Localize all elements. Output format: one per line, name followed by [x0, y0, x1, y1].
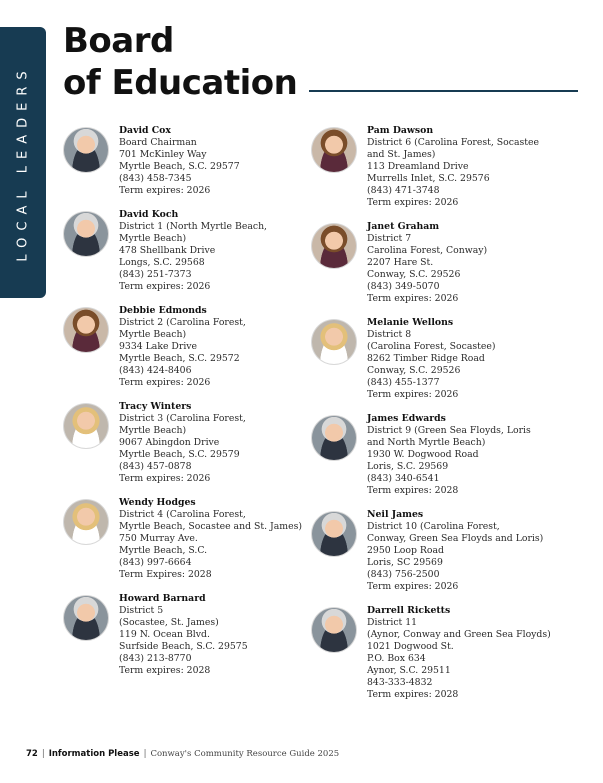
member-photo — [312, 320, 356, 364]
member-name: David Koch — [119, 209, 179, 220]
member-line: Conway, S.C. 29526 — [367, 365, 461, 376]
member-photo — [64, 404, 108, 448]
member-line: 843-333-4832 — [367, 677, 433, 688]
member-entry — [312, 221, 580, 317]
member-info — [119, 401, 246, 485]
member-line: 1021 Dogwood St. — [367, 641, 454, 652]
member-line: Term expires: 2026 — [367, 581, 459, 592]
member-photo — [64, 500, 108, 544]
member-entry — [64, 305, 304, 401]
member-line: District 5 — [119, 605, 164, 616]
member-photo — [64, 212, 108, 256]
title-line-1: Board — [63, 21, 174, 61]
member-line: and North Myrtle Beach) — [367, 437, 486, 448]
member-line: (Carolina Forest, Socastee) — [367, 341, 496, 352]
member-line: Longs, S.C. 29568 — [119, 257, 205, 268]
member-photo — [64, 128, 108, 172]
member-entry — [64, 125, 304, 209]
member-line: District 3 (Carolina Forest, — [119, 413, 246, 424]
member-entry — [312, 317, 580, 413]
member-entry — [312, 605, 580, 701]
member-line: (843) 471-3748 — [367, 185, 440, 196]
member-entry — [64, 401, 304, 497]
member-line: (843) 213-8770 — [119, 653, 192, 664]
member-line: (843) 340-6541 — [367, 473, 440, 484]
member-name: Howard Barnard — [119, 593, 206, 604]
member-line: 478 Shellbank Drive — [119, 245, 216, 256]
member-line: Carolina Forest, Conway) — [367, 245, 488, 256]
member-line: 1930 W. Dogwood Road — [367, 449, 479, 460]
member-line: Term expires: 2026 — [367, 197, 459, 208]
member-line: District 11 — [367, 617, 418, 628]
member-photo — [64, 596, 108, 640]
left-column — [64, 125, 304, 677]
member-name: Debbie Edmonds — [119, 305, 207, 316]
member-name: Wendy Hodges — [119, 497, 196, 508]
page-footer — [26, 749, 339, 759]
member-line: Myrtle Beach, Socastee and St. James) — [119, 521, 302, 532]
member-line: (843) 349-5070 — [367, 281, 440, 292]
member-line: District 10 (Carolina Forest, — [367, 521, 500, 532]
member-info — [367, 605, 551, 701]
member-line: (843) 251-7373 — [119, 269, 192, 280]
member-line: Murrells Inlet, S.C. 29576 — [367, 173, 490, 184]
side-tab-label: LOCAL LEADERS — [15, 63, 31, 262]
member-photo — [312, 128, 356, 172]
member-info — [119, 593, 248, 677]
member-photo — [312, 512, 356, 556]
member-line: Conway, S.C. 29526 — [367, 269, 461, 280]
member-info — [367, 221, 487, 305]
footer-separator: | — [143, 749, 147, 759]
member-line: (Aynor, Conway and Green Sea Floyds) — [367, 629, 551, 640]
page-number: 72 — [26, 749, 38, 759]
member-name: Janet Graham — [367, 221, 440, 232]
member-name: David Cox — [119, 125, 171, 136]
member-line: 9067 Abingdon Drive — [119, 437, 220, 448]
member-photo — [312, 224, 356, 268]
member-info — [119, 209, 267, 293]
member-line: Myrtle Beach) — [119, 233, 187, 244]
member-info — [367, 317, 496, 401]
member-line: Loris, S.C. 29569 — [367, 461, 449, 472]
member-entry — [312, 413, 580, 509]
member-line: District 4 (Carolina Forest, — [119, 509, 246, 520]
footer-separator: | — [41, 749, 45, 759]
member-line: 2950 Loop Road — [367, 545, 444, 556]
member-line: (Socastee, St. James) — [119, 617, 219, 628]
member-entry — [64, 497, 304, 593]
member-line: Term expires: 2026 — [119, 185, 211, 196]
member-line: (843) 457-0878 — [119, 461, 192, 472]
member-info — [367, 125, 539, 209]
member-line: Myrtle Beach, S.C. — [119, 545, 208, 556]
member-line: District 1 (North Myrtle Beach, — [119, 221, 268, 232]
member-info — [367, 413, 531, 497]
member-line: 750 Murray Ave. — [119, 533, 198, 544]
member-line: Term expires: 2026 — [367, 293, 459, 304]
member-line: (843) 455-1377 — [367, 377, 440, 388]
member-line: District 7 — [367, 233, 412, 244]
member-line: Myrtle Beach, S.C. 29577 — [119, 161, 240, 172]
member-name: Melanie Wellons — [367, 317, 454, 328]
member-line: and St. James) — [367, 149, 436, 160]
member-photo — [312, 416, 356, 460]
member-photo — [312, 608, 356, 652]
member-entry — [312, 125, 580, 221]
member-line: Term expires: 2026 — [119, 377, 211, 388]
member-line: Term Expires: 2028 — [119, 569, 212, 580]
member-line: District 8 — [367, 329, 412, 340]
member-info — [119, 305, 246, 389]
member-line: Myrtle Beach, S.C. 29579 — [119, 449, 240, 460]
member-line: Surfside Beach, S.C. 29575 — [119, 641, 248, 652]
member-line: Myrtle Beach) — [119, 329, 187, 340]
member-line: Loris, SC 29569 — [367, 557, 443, 568]
member-info — [119, 497, 302, 581]
title-rule — [309, 90, 578, 92]
member-line: District 9 (Green Sea Floyds, Loris — [367, 425, 531, 436]
footer-section: Information Please — [48, 749, 140, 759]
member-name: Tracy Winters — [119, 401, 192, 412]
title-line-2: of Education — [63, 63, 298, 103]
member-info — [119, 125, 240, 197]
member-line: Myrtle Beach) — [119, 425, 187, 436]
member-line: Aynor, S.C. 29511 — [367, 665, 451, 676]
member-line: 8262 Timber Ridge Road — [367, 353, 485, 364]
member-line: Board Chairman — [119, 137, 197, 148]
member-name: Pam Dawson — [367, 125, 434, 136]
member-line: Conway, Green Sea Floyds and Loris) — [367, 533, 544, 544]
member-line: Term expires: 2026 — [119, 473, 211, 484]
member-line: Term expires: 2028 — [367, 689, 459, 700]
member-line: P.O. Box 634 — [367, 653, 426, 664]
side-tab — [0, 27, 46, 298]
member-photo — [64, 308, 108, 352]
member-line: Term expires: 2028 — [119, 665, 211, 676]
member-line: 113 Dreamland Drive — [367, 161, 469, 172]
member-entry — [64, 593, 304, 677]
member-info — [367, 509, 543, 593]
member-line: 2207 Hare St. — [367, 257, 434, 268]
member-line: (843) 424-8406 — [119, 365, 192, 376]
member-line: (843) 458-7345 — [119, 173, 192, 184]
member-line: Myrtle Beach, S.C. 29572 — [119, 353, 240, 364]
member-name: Neil James — [367, 509, 424, 520]
member-entry — [64, 209, 304, 305]
member-line: (843) 756-2500 — [367, 569, 440, 580]
member-line: Term expires: 2026 — [119, 281, 211, 292]
member-line: Term expires: 2028 — [367, 485, 459, 496]
page-title — [63, 20, 297, 104]
member-entry — [312, 509, 580, 605]
member-name: James Edwards — [367, 413, 446, 424]
member-line: (843) 997-6664 — [119, 557, 192, 568]
footer-guide-title: Conway's Community Resource Guide 2025 — [150, 749, 340, 759]
member-line: 701 McKinley Way — [119, 149, 207, 160]
member-line: District 6 (Carolina Forest, Socastee — [367, 137, 540, 148]
member-line: District 2 (Carolina Forest, — [119, 317, 246, 328]
member-line: 9334 Lake Drive — [119, 341, 198, 352]
member-line: Term expires: 2026 — [367, 389, 459, 400]
member-line: 119 N. Ocean Blvd. — [119, 629, 210, 640]
right-column — [312, 125, 580, 701]
member-name: Darrell Ricketts — [367, 605, 451, 616]
